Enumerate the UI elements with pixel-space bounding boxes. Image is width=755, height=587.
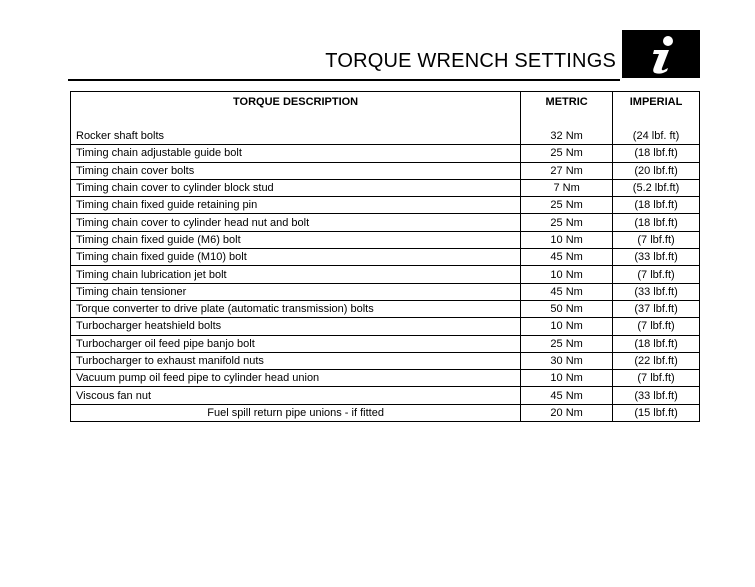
imperial-cell: (7 lbf.ft): [613, 370, 700, 387]
column-header-metric: METRIC: [521, 92, 613, 113]
imperial-cell: (18 lbf.ft): [613, 145, 700, 162]
info-icon-box: [622, 30, 700, 78]
imperial-cell: (20 lbf.ft): [613, 162, 700, 179]
table-row: [71, 387, 700, 404]
imperial-cell: (18 lbf.ft): [613, 214, 700, 231]
table-row: [71, 214, 700, 231]
imperial-cell: (33 lbf.ft): [613, 283, 700, 300]
description-cell: Timing chain adjustable guide bolt: [71, 145, 521, 162]
imperial-cell: (7 lbf.ft): [613, 231, 700, 248]
imperial-cell: (18 lbf.ft): [613, 197, 700, 214]
metric-cell: 45 Nm: [521, 249, 613, 266]
column-header-imperial: IMPERIAL: [613, 92, 700, 113]
metric-cell: 10 Nm: [521, 370, 613, 387]
metric-cell: 25 Nm: [521, 214, 613, 231]
table-row: [71, 179, 700, 196]
table-row: [71, 162, 700, 179]
imperial-cell: (33 lbf.ft): [613, 249, 700, 266]
description-cell: Torque converter to drive plate (automatic transmission) bolts: [71, 300, 521, 317]
metric-cell: 10 Nm: [521, 231, 613, 248]
table-header-row: [71, 92, 700, 113]
table-row: [71, 283, 700, 300]
description-cell: Turbocharger to exhaust manifold nuts: [71, 352, 521, 369]
metric-cell: 30 Nm: [521, 352, 613, 369]
table-row: [71, 300, 700, 317]
imperial-cell: (7 lbf.ft): [613, 318, 700, 335]
description-cell: Turbocharger heatshield bolts: [71, 318, 521, 335]
table-row: [71, 335, 700, 352]
metric-cell: 25 Nm: [521, 335, 613, 352]
title-divider: [68, 79, 620, 81]
imperial-cell: (37 lbf.ft): [613, 300, 700, 317]
table-row: [71, 249, 700, 266]
column-header-description: TORQUE DESCRIPTION: [233, 96, 359, 108]
description-cell: Timing chain fixed guide retaining pin: [71, 197, 521, 214]
info-icon: [641, 34, 681, 74]
metric-cell: 10 Nm: [521, 266, 613, 283]
table-row: [71, 128, 700, 145]
table-row: [71, 231, 700, 248]
imperial-cell: (24 lbf. ft): [613, 128, 700, 145]
table-row: [71, 404, 700, 421]
description-cell: Timing chain tensioner: [71, 283, 521, 300]
imperial-cell: (18 lbf.ft): [613, 335, 700, 352]
header-spacer-row: [71, 112, 700, 128]
description-cell: Timing chain fixed guide (M10) bolt: [71, 249, 521, 266]
metric-cell: 10 Nm: [521, 318, 613, 335]
imperial-cell: (5.2 lbf.ft): [613, 179, 700, 196]
table-row: [71, 352, 700, 369]
table-row: [71, 197, 700, 214]
table-row: [71, 266, 700, 283]
metric-cell: 7 Nm: [521, 179, 613, 196]
description-cell: Fuel spill return pipe unions - if fitted: [71, 404, 521, 421]
description-cell: Vacuum pump oil feed pipe to cylinder head union: [71, 370, 521, 387]
metric-cell: 45 Nm: [521, 387, 613, 404]
metric-cell: 20 Nm: [521, 404, 613, 421]
description-cell: Timing chain fixed guide (M6) bolt: [71, 231, 521, 248]
description-cell: Timing chain cover to cylinder head nut and bolt: [71, 214, 521, 231]
page-title: TORQUE WRENCH SETTINGS: [325, 50, 616, 72]
metric-cell: 27 Nm: [521, 162, 613, 179]
description-cell: Turbocharger oil feed pipe banjo bolt: [71, 335, 521, 352]
torque-table: [70, 91, 700, 422]
metric-cell: 25 Nm: [521, 197, 613, 214]
description-cell: Timing chain cover to cylinder block stud: [71, 179, 521, 196]
table-row: [71, 318, 700, 335]
imperial-cell: (22 lbf.ft): [613, 352, 700, 369]
metric-cell: 32 Nm: [521, 128, 613, 145]
description-cell: Timing chain cover bolts: [71, 162, 521, 179]
table-row: [71, 145, 700, 162]
metric-cell: 45 Nm: [521, 283, 613, 300]
metric-cell: 50 Nm: [521, 300, 613, 317]
imperial-cell: (7 lbf.ft): [613, 266, 700, 283]
description-cell: Viscous fan nut: [71, 387, 521, 404]
metric-cell: 25 Nm: [521, 145, 613, 162]
description-cell: Rocker shaft bolts: [71, 128, 521, 145]
imperial-cell: (15 lbf.ft): [613, 404, 700, 421]
table-row: [71, 370, 700, 387]
description-cell: Timing chain lubrication jet bolt: [71, 266, 521, 283]
imperial-cell: (33 lbf.ft): [613, 387, 700, 404]
